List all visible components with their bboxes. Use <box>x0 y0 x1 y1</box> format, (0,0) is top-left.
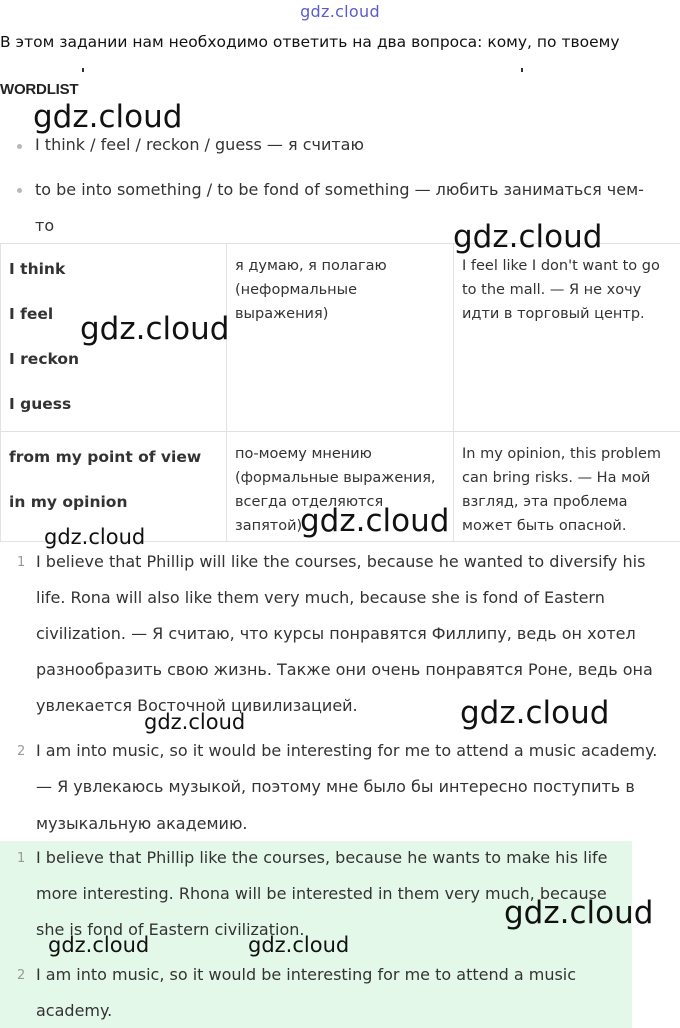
answer-number: 2 <box>17 968 26 983</box>
meaning-line: (неформальные <box>235 282 358 298</box>
example-line: can bring risks. — На мой <box>462 470 651 486</box>
vocabulary-table <box>0 243 680 542</box>
answer-number: 1 <box>17 555 26 570</box>
term: I reckon <box>9 350 80 368</box>
watermark: gdz.cloud <box>80 311 230 347</box>
table-cell-example <box>454 432 680 542</box>
header-watermark: gdz.cloud <box>300 2 380 21</box>
example-line: идти в торговый центр. <box>462 306 645 322</box>
wordlist-title: WORDLIST <box>0 81 79 98</box>
watermark: gdz.cloud <box>300 503 450 539</box>
meaning-line: выражения) <box>235 306 329 322</box>
example-line: to the mall. — Я не хочу <box>462 282 642 298</box>
watermark: gdz.cloud <box>44 525 146 549</box>
answer-line: more interesting. Rhona will be interested in them very much, because <box>36 884 607 903</box>
answer-line: I believe that Phillip will like the courses, because he wanted to diversify his <box>36 552 646 571</box>
term: from my point of view <box>9 448 202 466</box>
term: I think <box>9 260 66 278</box>
term: I feel <box>9 305 54 323</box>
term: I guess <box>9 395 72 413</box>
table-cell-meaning <box>227 244 454 432</box>
table-cell-example <box>454 244 680 432</box>
answer-number: 1 <box>17 851 26 866</box>
wordlist-item: to be into something / to be fond of something — любить заниматься чем- <box>35 180 644 199</box>
answer-number: 2 <box>17 744 26 759</box>
meaning-line: по-моему мнению <box>235 446 372 462</box>
term: in my opinion <box>9 493 128 511</box>
answer-line: she is fond of Eastern civilization. <box>36 920 305 939</box>
answer-line: life. Rona will also like them very much, because she is fond of Eastern <box>36 588 605 607</box>
answer-line: — Я увлекаюсь музыкой, поэтому мне было бы интересно поступить в <box>36 777 635 796</box>
watermark: gdz.cloud <box>504 895 654 931</box>
watermark: gdz.cloud <box>48 933 150 957</box>
clipped-line-mark <box>521 68 523 72</box>
bullet-dot <box>17 144 22 149</box>
watermark: gdz.cloud <box>248 933 350 957</box>
answer-line: разнообразить свою жизнь. Также они очень понравятся Роне, ведь она <box>36 660 653 679</box>
answer-line: civilization. — Я считаю, что курсы понравятся Филлипу, ведь он хотел <box>36 624 636 643</box>
watermark: gdz.cloud <box>144 710 246 734</box>
example-line: может быть опасной. <box>462 518 627 534</box>
watermark: gdz.cloud <box>33 99 183 135</box>
wordlist-item-continuation: то <box>35 216 55 235</box>
answer-line: музыкальную академию. <box>36 814 248 833</box>
answer-line: academy. <box>36 1001 113 1020</box>
meaning-line: (формальные выражения, <box>235 470 436 486</box>
intro-text: В этом задании нам необходимо ответить на два вопроса: кому, по твоему <box>0 33 620 51</box>
wordlist-item: I think / feel / reckon / guess — я считаю <box>35 135 364 154</box>
clipped-line-mark <box>82 68 84 72</box>
bullet-dot <box>17 188 22 193</box>
meaning-line: всегда отделяются <box>235 494 384 510</box>
example-line: взгляд, эта проблема <box>462 494 628 510</box>
example-line: In my opinion, this problem <box>462 446 662 462</box>
answer-line: I believe that Phillip like the courses, because he wants to make his life <box>36 848 608 867</box>
meaning-line: запятой) <box>235 518 303 534</box>
answer-line: I am into music, so it would be interesting for me to attend a music academy. <box>36 741 658 760</box>
answer-line: I am into music, so it would be interesting for me to attend a music <box>36 965 577 984</box>
meaning-line: я думаю, я полагаю <box>235 258 387 274</box>
answer-line: увлекается Восточной цивилизацией. <box>36 696 358 715</box>
watermark: gdz.cloud <box>453 219 603 255</box>
example-line: I feel like I don't want to go <box>462 258 660 274</box>
watermark: gdz.cloud <box>460 695 610 731</box>
